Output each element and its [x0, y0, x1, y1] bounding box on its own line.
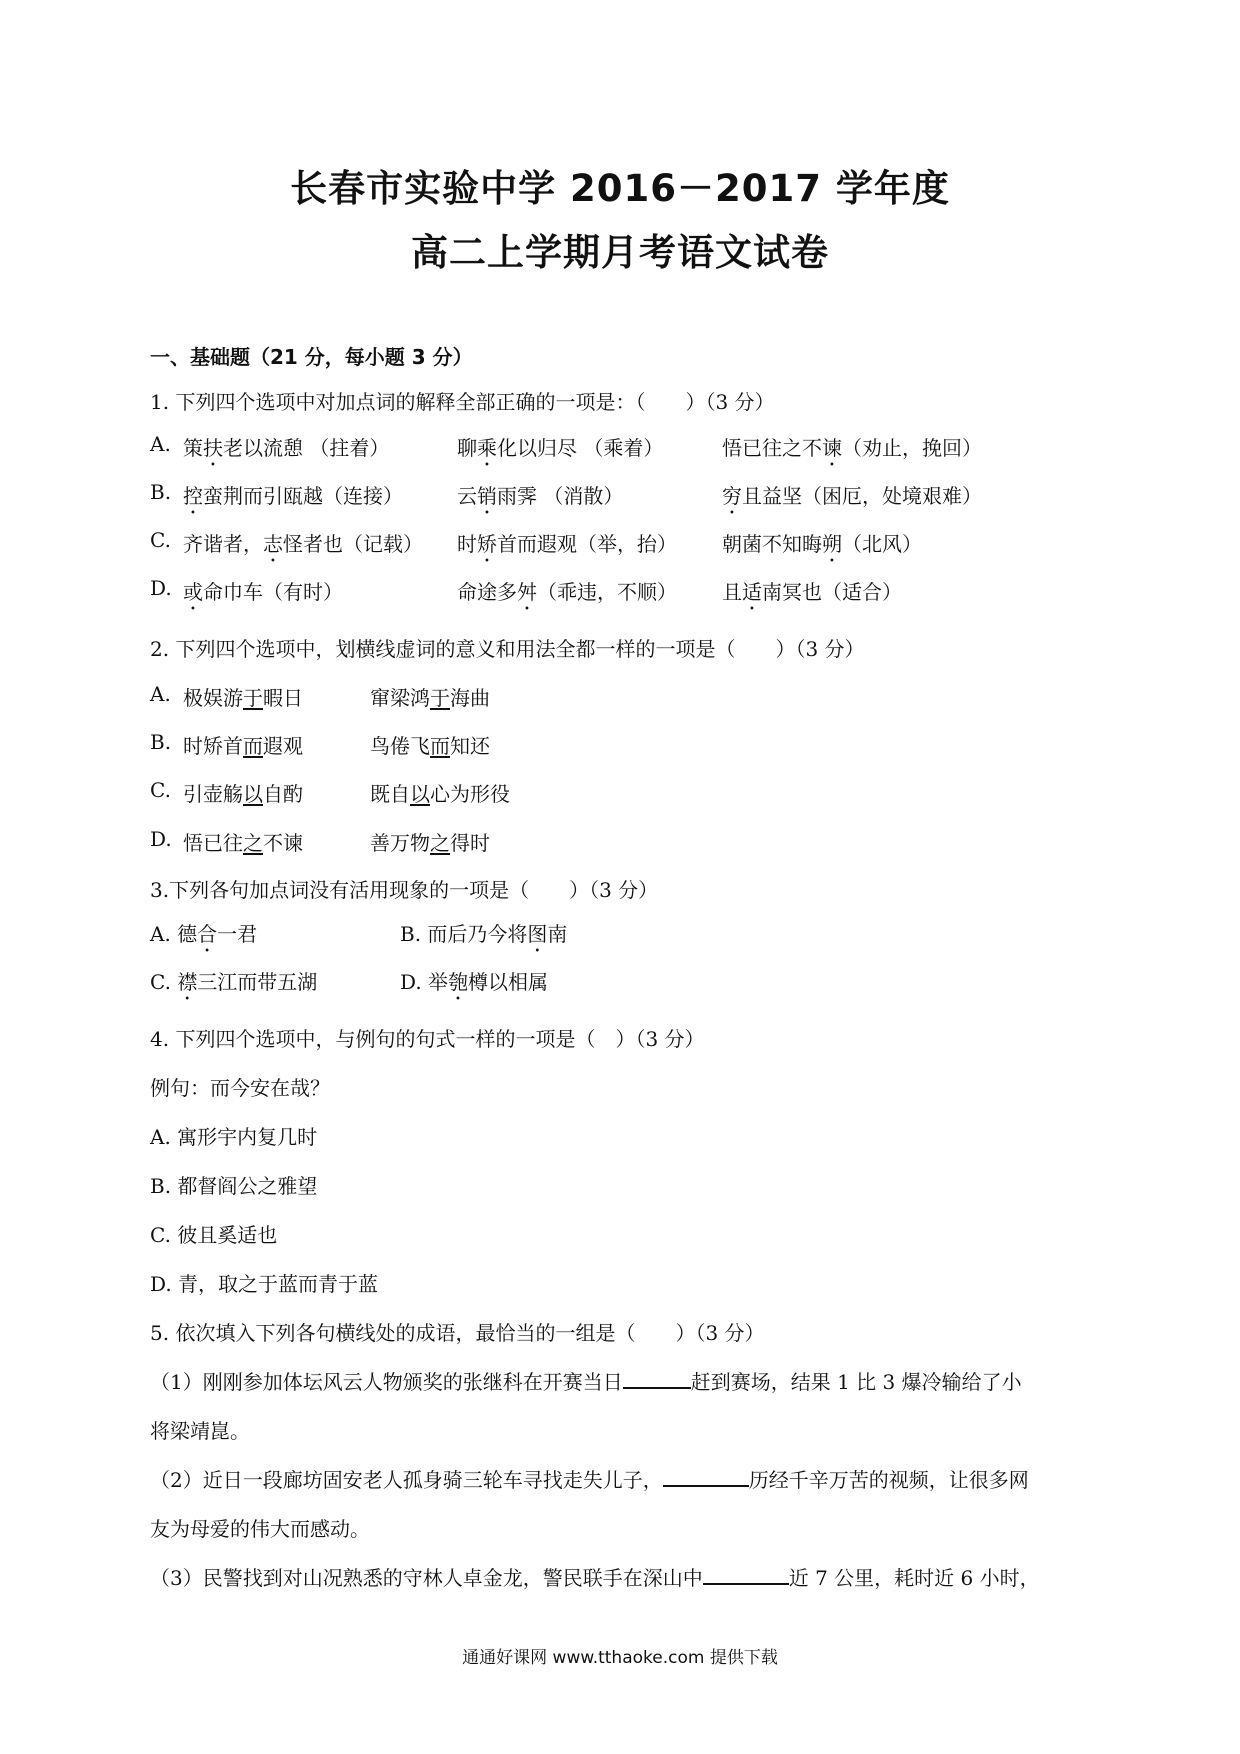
q2-stem: 2. 下列四个选项中，划横线虚词的意义和用法全都一样的一项是（ ）（3 分）: [150, 637, 865, 661]
q1-a-choice1: 策扶老以流憩 （拄着）: [183, 436, 390, 460]
q4-stem: 4. 下列四个选项中，与例句的句式一样的一项是（ ）（3 分）: [150, 1027, 705, 1051]
q2-b-choice2: 鸟倦飞而知还: [370, 734, 490, 758]
q1-stem: 1. 下列四个选项中对加点词的解释全部正确的一项是：（ ）（3 分）: [150, 390, 775, 414]
q3-option-b: B. 而后乃今将图南: [400, 922, 568, 946]
section-heading: 一、基础题（21 分，每小题 3 分）: [150, 345, 473, 369]
q4-example: 例句：而今安在哉？: [150, 1076, 330, 1100]
q2-a-choice2: 窜梁鸿于海曲: [370, 686, 490, 710]
q5-sentence2: （2）近日一段廊坊固安老人孤身骑三轮车寻找走失儿子， 历经千辛万苦的视频，让很多网: [150, 1468, 1029, 1492]
q1-c-choice3: 朝菌不知晦朔（北风）: [722, 532, 922, 556]
q4-option-c: C. 彼且奚适也: [150, 1223, 278, 1247]
q2-c-choice2: 既自以心为形役: [370, 782, 510, 806]
q4-option-a: A. 寓形宇内复几时: [150, 1125, 318, 1149]
q1-option-d-label: D.: [150, 576, 172, 600]
q5-sentence2-cont: 友为母爱的伟大而感动。: [150, 1517, 370, 1541]
q5-stem: 5. 依次填入下列各句横线处的成语，最恰当的一组是（ ）（3 分）: [150, 1321, 765, 1345]
q2-option-c-label: C.: [150, 778, 171, 802]
q2-option-d-label: D.: [150, 827, 172, 851]
q1-a-choice2: 聊乘化以归尽 （乘着）: [457, 436, 664, 460]
q1-d-choice1: 或命巾车（有时）: [183, 580, 343, 604]
q3-stem: 3.下列各句加点词没有活用现象的一项是（ ）（3 分）: [150, 878, 659, 902]
q3-option-a: A. 德合一君: [150, 922, 258, 946]
q4-option-b: B. 都督阎公之雅望: [150, 1174, 318, 1198]
q2-option-b-label: B.: [150, 730, 172, 754]
q1-a-choice3: 悟已往之不谏（劝止，挽回）: [722, 436, 982, 460]
q5-blank-2: [663, 1467, 749, 1487]
q1-option-b-label: B.: [150, 480, 172, 504]
q1-c-choice1: 齐谐者，志怪者也（记载）: [183, 532, 423, 556]
q2-c-choice1: 引壶觞以自酌: [183, 782, 303, 806]
q4-option-d: D. 青，取之于蓝而青于蓝: [150, 1272, 379, 1296]
q5-sentence3: （3）民警找到对山况熟悉的守林人卓金龙，警民联手在深山中 近 7 公里，耗时近 6 小时，: [150, 1566, 1040, 1590]
q1-b-choice3: 穷且益坚（困厄，处境艰难）: [722, 484, 982, 508]
q1-b-choice2: 云销雨霁 （消散）: [457, 484, 624, 508]
q2-option-a-label: A.: [150, 682, 171, 706]
q1-b-choice1: 控蛮荆而引瓯越（连接）: [183, 484, 403, 508]
q2-b-choice1: 时矫首而遐观: [183, 734, 303, 758]
q1-d-choice3: 且适南冥也（适合）: [722, 580, 902, 604]
q1-d-choice2: 命途多舛（乖违，不顺）: [457, 580, 677, 604]
q2-d-choice1: 悟已往之不谏: [183, 831, 303, 855]
exam-title-line1: 长春市实验中学 2016－2017 学年度: [290, 167, 950, 210]
q5-blank-3: [703, 1565, 789, 1585]
q1-option-a-label: A.: [150, 432, 171, 456]
q5-blank-1: [623, 1369, 691, 1389]
q5-sentence1-cont: 将梁靖崑。: [150, 1419, 250, 1443]
q5-sentence1: （1）刚刚参加体坛风云人物颁奖的张继科在开赛当日 赶到赛场，结果 1 比 3 爆冷输给了小: [150, 1370, 1022, 1394]
exam-title-line2: 高二上学期月考语文试卷: [411, 231, 829, 274]
q1-option-c-label: C.: [150, 528, 171, 552]
q3-option-d: D. 举匏樽以相属: [400, 970, 549, 994]
q2-a-choice1: 极娱游于暇日: [183, 686, 303, 710]
page-footer: 通通好课网 www.tthaoke.com 提供下载: [462, 1648, 778, 1668]
q2-d-choice2: 善万物之得时: [370, 831, 490, 855]
q3-option-c: C. 襟三江而带五湖: [150, 970, 318, 994]
q1-c-choice2: 时矫首而遐观（举，抬）: [457, 532, 677, 556]
